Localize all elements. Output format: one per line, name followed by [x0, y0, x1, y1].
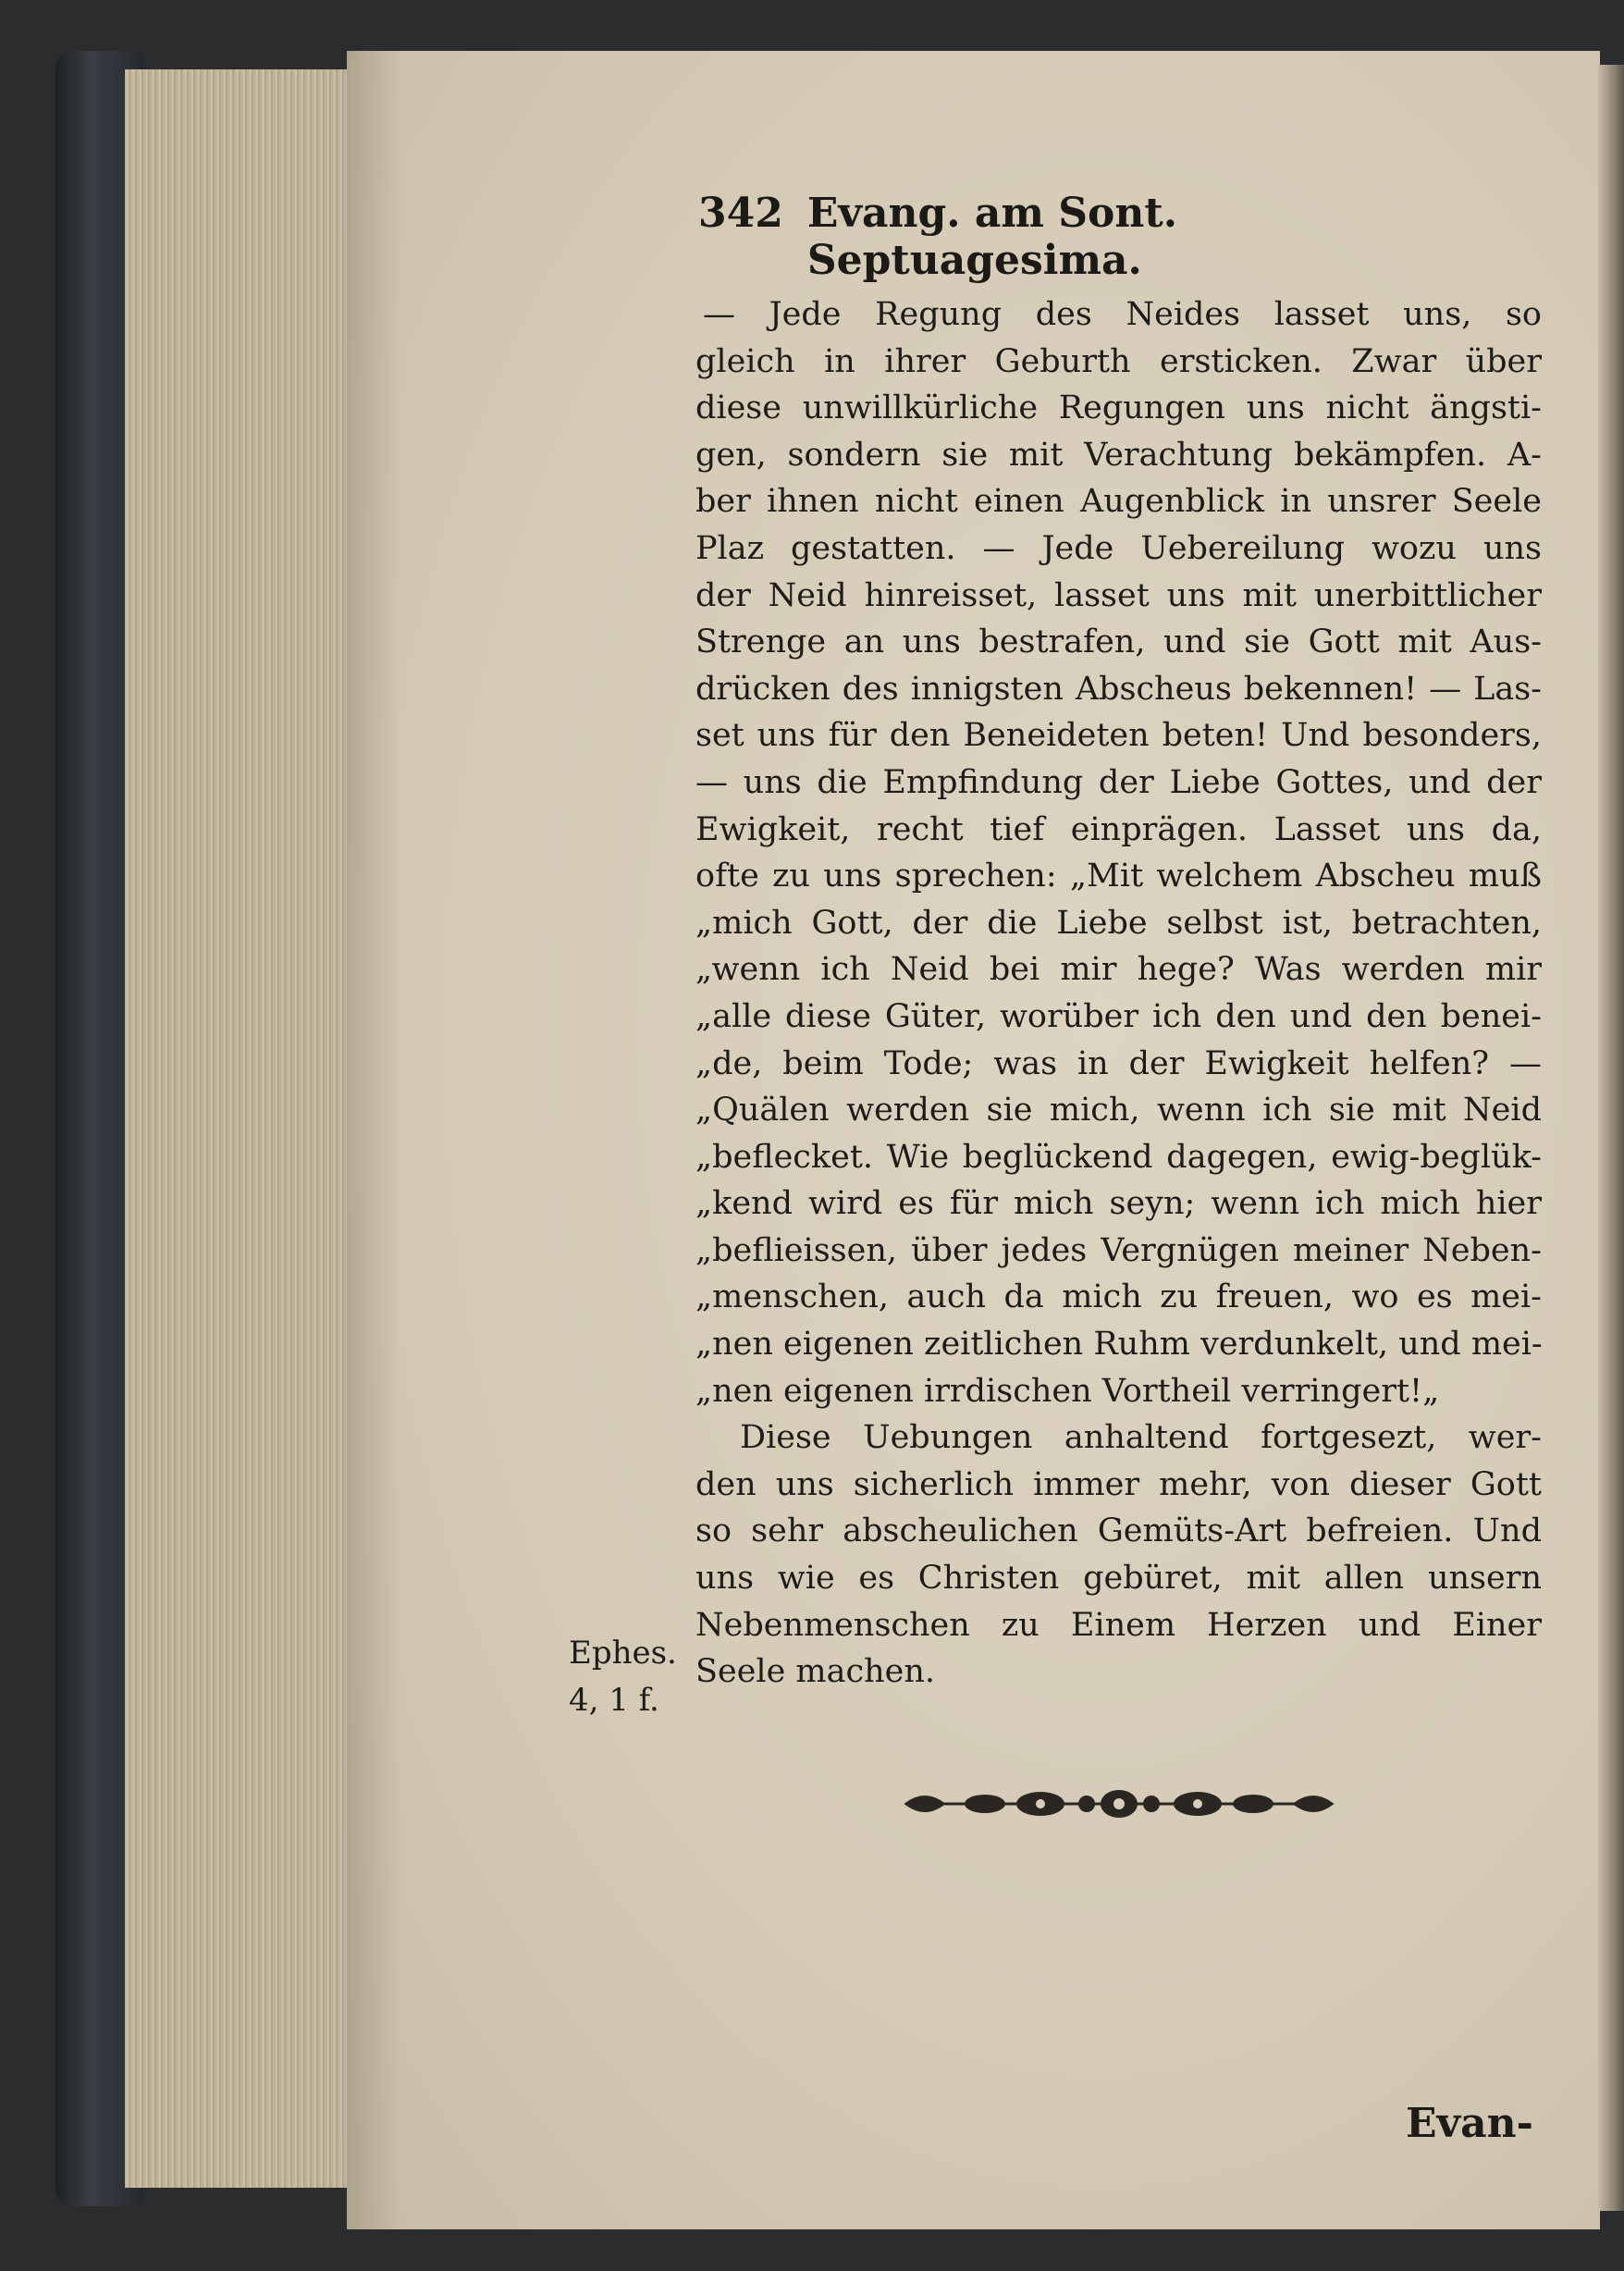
text-line: „wenn ich Neid bei mir hege? Was werden mir [695, 951, 1542, 989]
text-line: „beflieissen, über jedes Vergnügen meiner Neben- [695, 1231, 1542, 1269]
text-line: — uns die Empfindung der Liebe Gottes, und der [695, 763, 1542, 801]
text-line: „de, beim Tode; was in der Ewigkeit helfen? — [695, 1044, 1542, 1082]
text-line: „nen eigenen irrdischen Vortheil verringert!„ [695, 1372, 1440, 1410]
text-line: „nen eigenen zeitlichen Ruhm verdunkelt, und mei- [695, 1326, 1543, 1364]
text-line: „kend wird es für mich seyn; wenn ich mich hier [695, 1185, 1542, 1223]
running-title: Evang. am Sont. Septuagesima. [806, 190, 1178, 284]
text-line: „mich Gott, der die Liebe selbst ist, betrachten, [695, 904, 1542, 942]
text-line: „Quälen werden sie mich, wenn ich sie mit Neid [695, 1092, 1542, 1129]
gutter-shadow [347, 51, 402, 2229]
margin-reference-book: Ephes. [569, 1635, 677, 1672]
page-stack [125, 69, 351, 2188]
page-right-edge [1598, 65, 1624, 2211]
page-number: 342 [698, 190, 783, 237]
ornament-divider [902, 1781, 1336, 1827]
text-line: diese unwillkürliche Regungen uns nicht ängsti- [695, 389, 1542, 427]
text-line: Diese Uebungen anhaltend fortgesezt, wer- [740, 1419, 1542, 1457]
text-line: so sehr abscheulichen Gemüts-Art befreien. Und [695, 1512, 1542, 1550]
text-line: Plaz gestatten. — Jede Uebereilung wozu uns [695, 529, 1542, 567]
text-line: gleich in ihrer Geburth ersticken. Zwar über [695, 342, 1542, 380]
catchword: Evan- [1406, 2100, 1533, 2147]
text-line: Strenge an uns bestrafen, und sie Gott mit Aus- [695, 623, 1542, 661]
text-line: ofte zu uns sprechen: „Mit welchem Abscheu muß [695, 858, 1542, 895]
text-line: drücken des innigsten Abscheus bekennen! — Las- [695, 670, 1542, 708]
text-line: den uns sicherlich immer mehr, von dieser Gott [695, 1465, 1542, 1503]
text-line: set uns für den Beneideten beten! Und besonders, [695, 717, 1542, 755]
text-line: Nebenmenschen zu Einem Herzen und Einer [695, 1606, 1542, 1644]
text-line: „beflecket. Wie beglückend dagegen, ewig-beglük- [695, 1138, 1542, 1176]
text-line: der Neid hinreisset, lasset uns mit unerbittlicher [695, 576, 1542, 614]
text-line: — Jede Regung des Neides lasset uns, so [703, 296, 1542, 333]
body-text [695, 291, 1542, 1696]
text-line: uns wie es Christen gebüret, mit allen unsern [695, 1560, 1542, 1598]
text-line: Ewigkeit, recht tief einprägen. Lasset uns da, [695, 810, 1542, 848]
text-line: „menschen, auch da mich zu freuen, wo es mei- [695, 1278, 1542, 1316]
margin-reference [569, 1630, 689, 1723]
text-line: gen, sondern sie mit Verachtung bekämpfen. A- [695, 436, 1542, 474]
margin-reference-verse: 4, 1 f. [569, 1681, 659, 1719]
running-header [698, 190, 1521, 284]
text-line: „alle diese Güter, worüber ich den und den benei- [695, 997, 1542, 1035]
text-line: Seele machen. [695, 1653, 936, 1691]
text-line: ber ihnen nicht einen Augenblick in unsrer Seele [695, 483, 1542, 521]
